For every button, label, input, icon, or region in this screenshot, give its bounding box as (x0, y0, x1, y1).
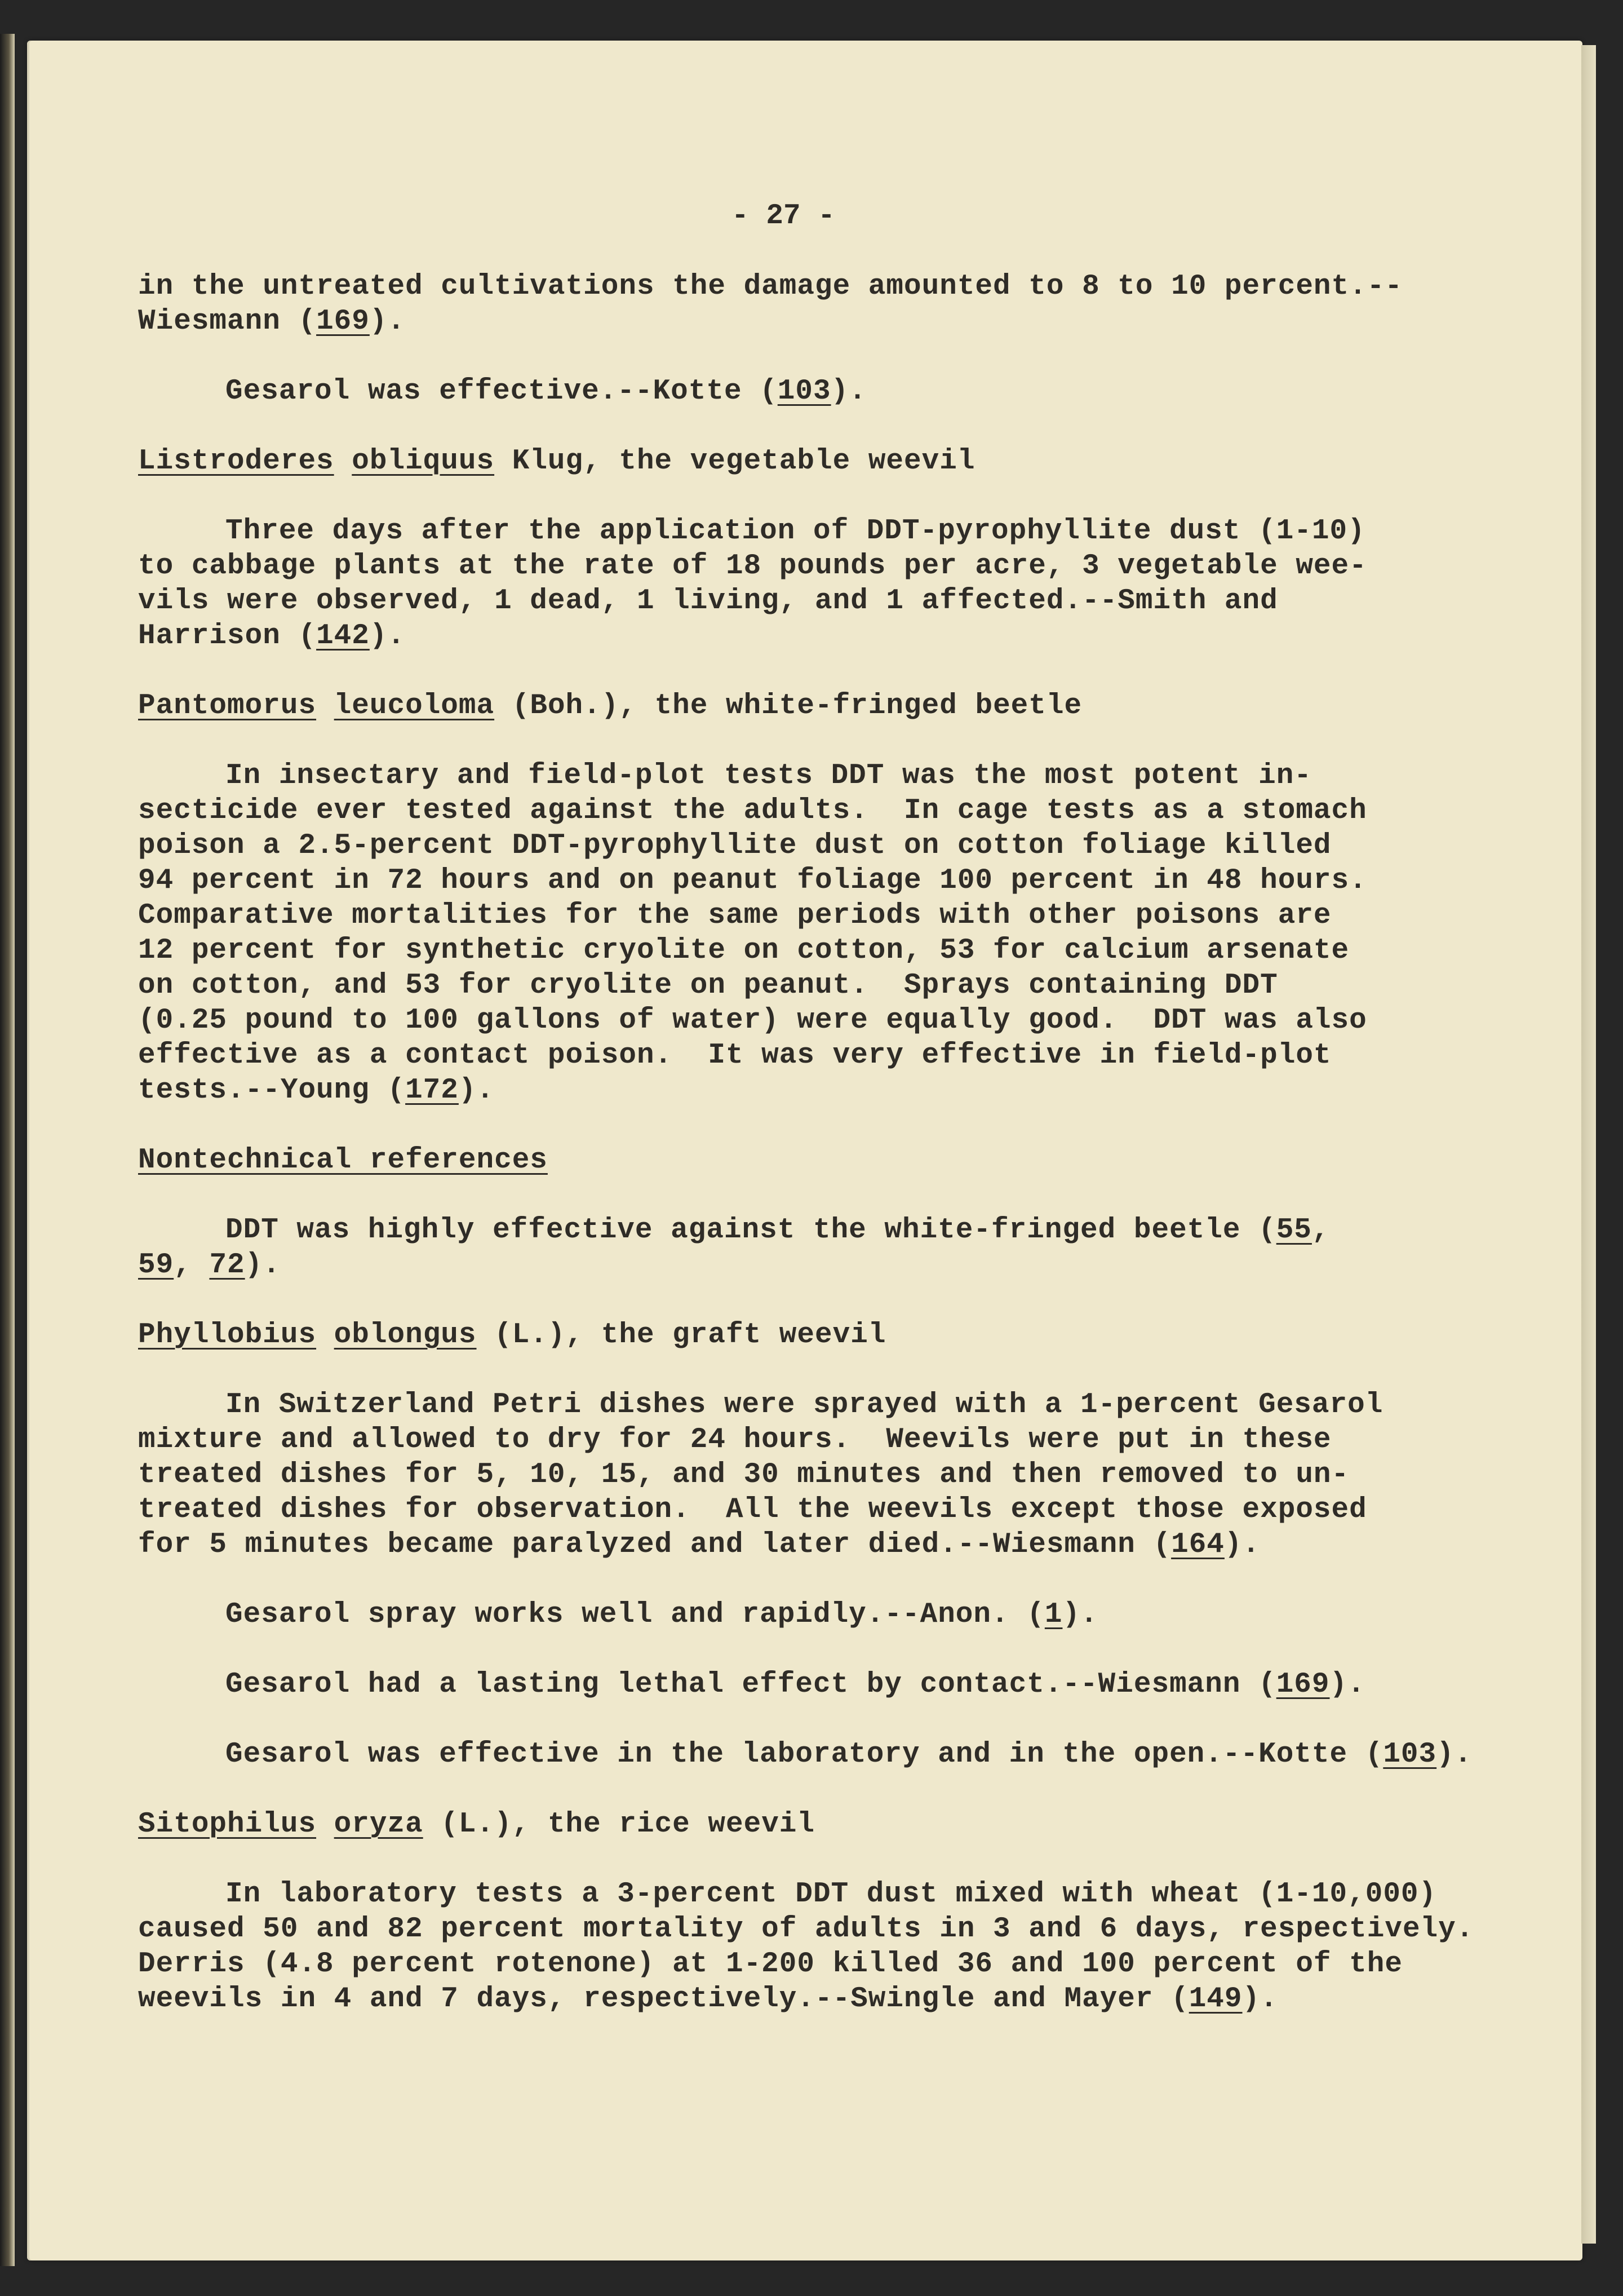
reference-number: 149 (1189, 1983, 1243, 2015)
paragraph-line: tests.--Young (172). (138, 1074, 495, 1107)
paragraph-line: secticide ever tested against the adults. In cage tests as a stomach (138, 795, 1367, 827)
reference-number: 103 (777, 375, 831, 408)
reference-number: 142 (316, 620, 370, 652)
species-heading: Listroderes obliquus Klug, the vegetable weevil (138, 445, 975, 477)
reference-number: 164 (1171, 1529, 1225, 1561)
paragraph-line: treated dishes for observation. All the weevils except those exposed (138, 1494, 1367, 1526)
paragraph-line: caused 50 and 82 percent mortality of adults in 3 and 6 days, respectively. (138, 1913, 1474, 1945)
paragraph-line: Harrison (142). (138, 620, 406, 652)
page-body (138, 269, 1474, 2017)
paragraph-line: on cotton, and 53 for cryolite on peanut. Sprays containing DDT (138, 970, 1278, 1002)
paragraph-line: (0.25 pound to 100 gallons of water) were equally good. DDT was also (138, 1005, 1367, 1037)
paragraph-line: Three days after the application of DDT-pyrophyllite dust (1-10) (225, 515, 1365, 547)
paragraph-line: Gesarol was effective.--Kotte (103). (225, 375, 867, 408)
paragraph-line: 12 percent for synthetic cryolite on cotton, 53 for calcium arsenate (138, 935, 1350, 967)
reference-number: 169 (316, 306, 370, 338)
paragraph-line: poison a 2.5-percent DDT-pyrophyllite dust on cotton foliage killed (138, 830, 1332, 862)
paragraph-line: 94 percent in 72 hours and on peanut foliage 100 percent in 48 hours. (138, 865, 1367, 897)
paragraph-line: Wiesmann (169). (138, 306, 406, 338)
species-heading: Phyllobius oblongus (L.), the graft weevil (138, 1319, 886, 1351)
paragraph-line: 59, 72). (138, 1249, 281, 1281)
paragraph-line: DDT was highly effective against the white-fringed beetle (55, (225, 1214, 1330, 1246)
paragraph-line: in the untreated cultivations the damage amounted to 8 to 10 percent.-- (138, 271, 1403, 303)
section-heading: Nontechnical references (138, 1144, 548, 1176)
book-spine (0, 34, 15, 2266)
species-heading: Sitophilus oryza (L.), the rice weevil (138, 1808, 815, 1841)
paragraph-line: weevils in 4 and 7 days, respectively.--Swingle and Mayer (149). (138, 1983, 1278, 2015)
paragraph-line: Comparative mortalities for the same periods with other poisons are (138, 900, 1332, 932)
paragraph-line: treated dishes for 5, 10, 15, and 30 minutes and then removed to un- (138, 1459, 1350, 1491)
paragraph-line: vils were observed, 1 dead, 1 living, and 1 affected.--Smith and (138, 585, 1278, 617)
paragraph-line: In laboratory tests a 3-percent DDT dust mixed with wheat (1-10,000) (225, 1878, 1437, 1910)
paragraph-line: for 5 minutes became paralyzed and later died.--Wiesmann (164). (138, 1529, 1261, 1561)
reference-number: 55 (1276, 1214, 1312, 1246)
paragraph-line: Gesarol spray works well and rapidly.--Anon. (1). (225, 1599, 1098, 1631)
page-edge (1581, 45, 1596, 2244)
paragraph-line: to cabbage plants at the rate of 18 pounds per acre, 3 vegetable wee- (138, 550, 1367, 582)
reference-number: 172 (405, 1074, 459, 1107)
reference-number: 103 (1383, 1738, 1437, 1771)
paragraph-line: Gesarol had a lasting lethal effect by contact.--Wiesmann (169). (225, 1669, 1365, 1701)
reference-number: 59 (138, 1249, 174, 1281)
paragraph-line: effective as a contact poison. It was very effective in field-plot (138, 1039, 1332, 1072)
paragraph-line: In insectary and field-plot tests DDT was the most potent in- (225, 760, 1312, 792)
species-heading: Pantomorus leucoloma (Boh.), the white-fringed beetle (138, 690, 1083, 722)
reference-number: 1 (1044, 1599, 1063, 1631)
paragraph-line: Gesarol was effective in the laboratory and in the open.--Kotte (103). (225, 1738, 1473, 1771)
reference-number: 72 (209, 1249, 245, 1281)
paragraph-line: Derris (4.8 percent rotenone) at 1-200 killed 36 and 100 percent of the (138, 1948, 1403, 1980)
reference-number: 169 (1276, 1669, 1330, 1701)
page-number: - 27 - (731, 200, 835, 232)
paragraph-line: In Switzerland Petri dishes were sprayed with a 1-percent Gesarol (225, 1389, 1383, 1421)
paragraph-line: mixture and allowed to dry for 24 hours. Weevils were put in these (138, 1424, 1332, 1456)
